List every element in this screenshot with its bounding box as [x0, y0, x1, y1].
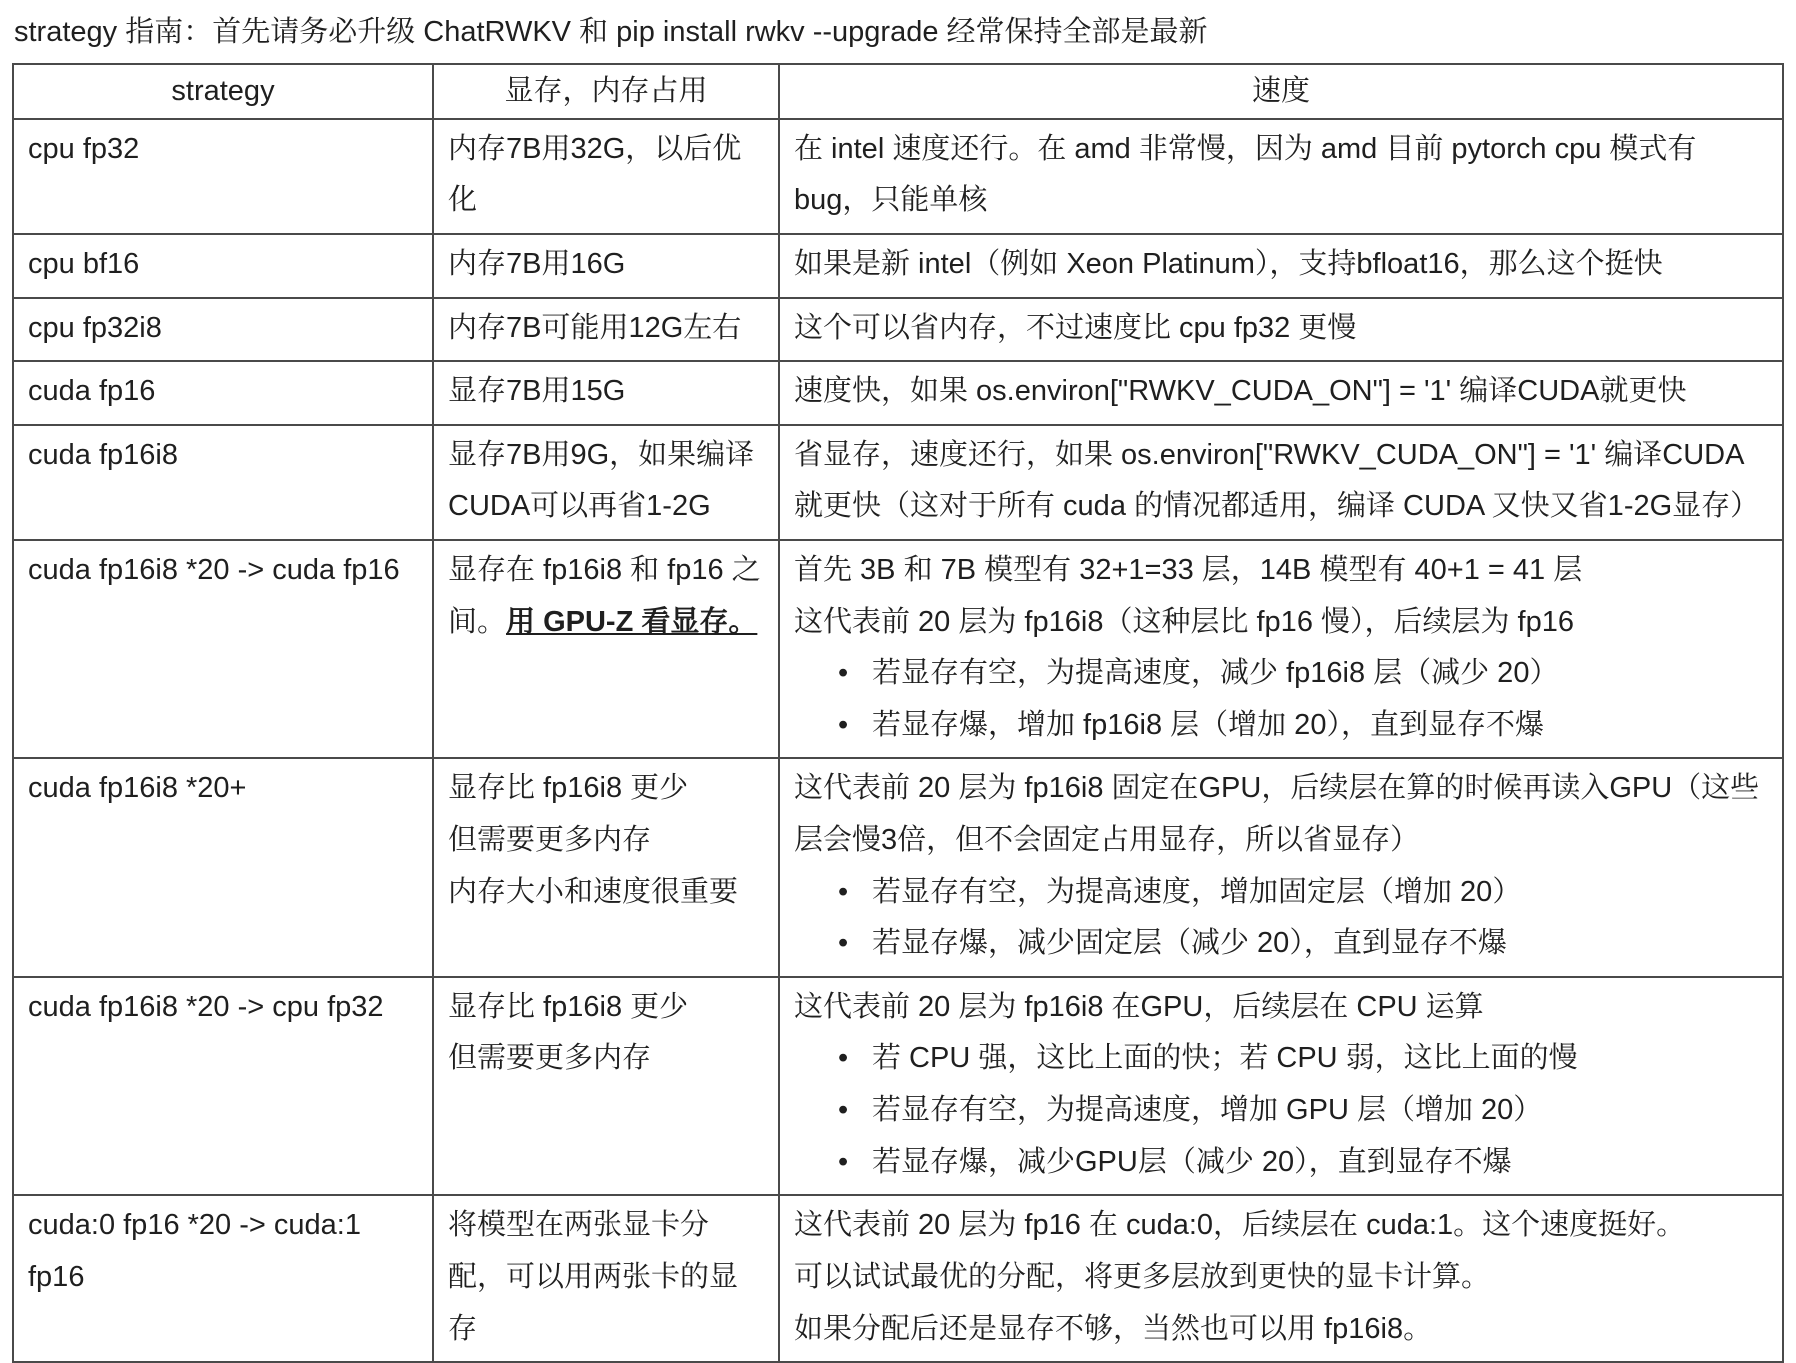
table-row — [13, 977, 1783, 1195]
speed-line: 这个可以省内存，不过速度比 cpu fp32 更慢 — [794, 311, 1357, 344]
speed-bullet-item — [794, 1085, 1768, 1137]
cell-strategy: cpu fp32i8 — [13, 298, 433, 362]
header-row — [13, 64, 1783, 119]
speed-bullet-text: 若显存爆，增加 fp16i8 层（增加 20），直到显存不爆 — [872, 708, 1544, 741]
cell-speed — [779, 977, 1783, 1195]
table-row — [13, 1195, 1783, 1362]
cell-speed — [779, 1195, 1783, 1362]
strategy-table — [12, 63, 1784, 1363]
cell-strategy: cpu bf16 — [13, 234, 433, 298]
speed-bullet-text: 若显存有空，为提高速度，减少 fp16i8 层（减少 20） — [872, 657, 1559, 690]
memory-text: 内存7B可能用12G左右 — [448, 311, 742, 344]
memory-line — [448, 867, 764, 919]
table-row — [13, 425, 1783, 540]
cell-memory — [433, 361, 779, 425]
table-row — [13, 119, 1783, 234]
cell-memory — [433, 977, 779, 1195]
speed-bullet-item — [794, 867, 1768, 919]
speed-line: 首先 3B 和 7B 模型有 32+1=33 层，14B 模型有 40+1 = 41 层 — [794, 554, 1583, 586]
memory-text: 内存7B用32G，以后优化 — [448, 132, 742, 217]
table-row — [13, 298, 1783, 362]
cell-speed — [779, 758, 1783, 976]
memory-line — [448, 1033, 764, 1085]
table-row — [13, 361, 1783, 425]
memory-emphasis: 用 GPU-Z 看显存。 — [506, 605, 758, 638]
cell-strategy: cuda fp16 — [13, 361, 433, 425]
header-memory: 显存，内存占用 — [433, 64, 779, 119]
header-speed: 速度 — [779, 64, 1783, 119]
memory-text: 内存7B用16G — [448, 247, 626, 280]
cell-strategy: cuda fp16i8 — [13, 425, 433, 540]
table-row — [13, 234, 1783, 298]
page-title: strategy 指南：首先请务必升级 ChatRWKV 和 pip install rwkv --upgrade 经常保持全部是最新 — [14, 16, 1208, 48]
table-row — [13, 540, 1783, 758]
speed-line: 这代表前 20 层为 fp16i8 固定在GPU，后续层在算的时候再读入GPU（这些层会慢3倍，但不会固定占用显存，所以省显存） — [794, 772, 1760, 857]
bullet-icon: • — [838, 657, 849, 690]
bullet-icon: • — [838, 1042, 849, 1075]
memory-text: 但需要更多内存 — [448, 1042, 652, 1075]
cell-memory — [433, 540, 779, 758]
memory-text: 显存7B用9G，如果编译CUDA可以再省1-2G — [448, 438, 755, 523]
speed-bullet-item — [794, 918, 1768, 970]
speed-bullet-item — [794, 1033, 1768, 1085]
cell-memory — [433, 119, 779, 234]
cell-speed — [779, 119, 1783, 234]
memory-line — [448, 366, 764, 418]
cell-memory — [433, 298, 779, 362]
bullet-icon: • — [838, 1145, 849, 1178]
speed-bullet-text: 若显存爆，减少GPU层（减少 20），直到显存不爆 — [872, 1145, 1512, 1178]
speed-bullet-text: 若显存有空，为提高速度，增加固定层（增加 20） — [872, 875, 1522, 908]
bullet-icon: • — [838, 875, 849, 908]
cell-strategy: cuda:0 fp16 *20 -> cuda:1 fp16 — [13, 1195, 433, 1362]
memory-text: 显存比 fp16i8 更少 — [448, 990, 689, 1023]
cell-memory — [433, 1195, 779, 1362]
cell-memory — [433, 425, 779, 540]
cell-memory — [433, 758, 779, 976]
speed-bullet-item — [794, 648, 1768, 700]
bullet-icon: • — [838, 708, 849, 741]
header-strategy: strategy — [13, 64, 433, 119]
speed-line: 在 intel 速度还行。在 amd 非常慢，因为 amd 目前 pytorch cpu 模式有 bug，只能单核 — [794, 132, 1697, 217]
cell-memory — [433, 234, 779, 298]
memory-text: 但需要更多内存 — [448, 824, 652, 857]
speed-bullet-text: 若显存有空，为提高速度，增加 GPU 层（增加 20） — [872, 1094, 1543, 1127]
cell-speed — [779, 361, 1783, 425]
speed-line: 这代表前 20 层为 fp16i8 在GPU，后续层在 CPU 运算 — [794, 990, 1484, 1023]
cell-speed — [779, 234, 1783, 298]
speed-line: 省显存，速度还行，如果 os.environ["RWKV_CUDA_ON"] = '1' 编译CUDA就更快（这对于所有 cuda 的情况都适用，编译 CUDA 又快又省1-2G显存） — [794, 438, 1760, 523]
memory-line — [448, 1200, 764, 1355]
memory-text: 显存7B用15G — [448, 375, 626, 408]
speed-line: 速度快，如果 os.environ["RWKV_CUDA_ON"] = '1' 编译CUDA就更快 — [794, 375, 1687, 408]
memory-text: 显存比 fp16i8 更少 — [448, 772, 689, 805]
speed-line: 这代表前 20 层为 fp16i8（这种层比 fp16 慢），后续层为 fp16 — [794, 605, 1574, 638]
speed-line: 如果是新 intel（例如 Xeon Platinum），支持bfloat16，那么这个挺快 — [794, 247, 1663, 280]
cell-strategy: cpu fp32 — [13, 119, 433, 234]
speed-bullet-item — [794, 700, 1768, 752]
cell-speed — [779, 425, 1783, 540]
speed-line: 这代表前 20 层为 fp16 在 cuda:0，后续层在 cuda:1。这个速度挺好。 — [794, 1209, 1686, 1242]
memory-text: 将模型在两张显卡分配，可以用两张卡的显存 — [448, 1209, 739, 1345]
speed-line: 如果分配后还是显存不够，当然也可以用 fp16i8。 — [794, 1312, 1433, 1345]
speed-bullet-text: 若 CPU 强，这比上面的快；若 CPU 弱，这比上面的慢 — [872, 1042, 1578, 1075]
speed-bullet-text: 若显存爆，减少固定层（减少 20），直到显存不爆 — [872, 927, 1507, 960]
cell-strategy: cuda fp16i8 *20 -> cpu fp32 — [13, 977, 433, 1195]
bullet-icon: • — [838, 1094, 849, 1127]
cell-speed — [779, 540, 1783, 758]
memory-line — [448, 303, 764, 355]
memory-line — [448, 124, 764, 227]
table-body — [13, 119, 1783, 1362]
memory-line — [448, 982, 764, 1034]
memory-line — [448, 545, 764, 648]
speed-line: 可以试试最优的分配，将更多层放到更快的显卡计算。 — [794, 1260, 1491, 1293]
memory-text: 内存大小和速度很重要 — [448, 875, 739, 908]
cell-strategy: cuda fp16i8 *20 -> cuda fp16 — [13, 540, 433, 758]
cell-speed — [779, 298, 1783, 362]
table-row — [13, 758, 1783, 976]
memory-line — [448, 815, 764, 867]
memory-line — [448, 239, 764, 291]
cell-strategy: cuda fp16i8 *20+ — [13, 758, 433, 976]
bullet-icon: • — [838, 927, 849, 960]
speed-bullet-item — [794, 1137, 1768, 1189]
memory-line — [448, 430, 764, 533]
memory-text: 显存在 fp16i8 和 fp16 之间。 — [448, 554, 761, 638]
memory-line — [448, 763, 764, 815]
